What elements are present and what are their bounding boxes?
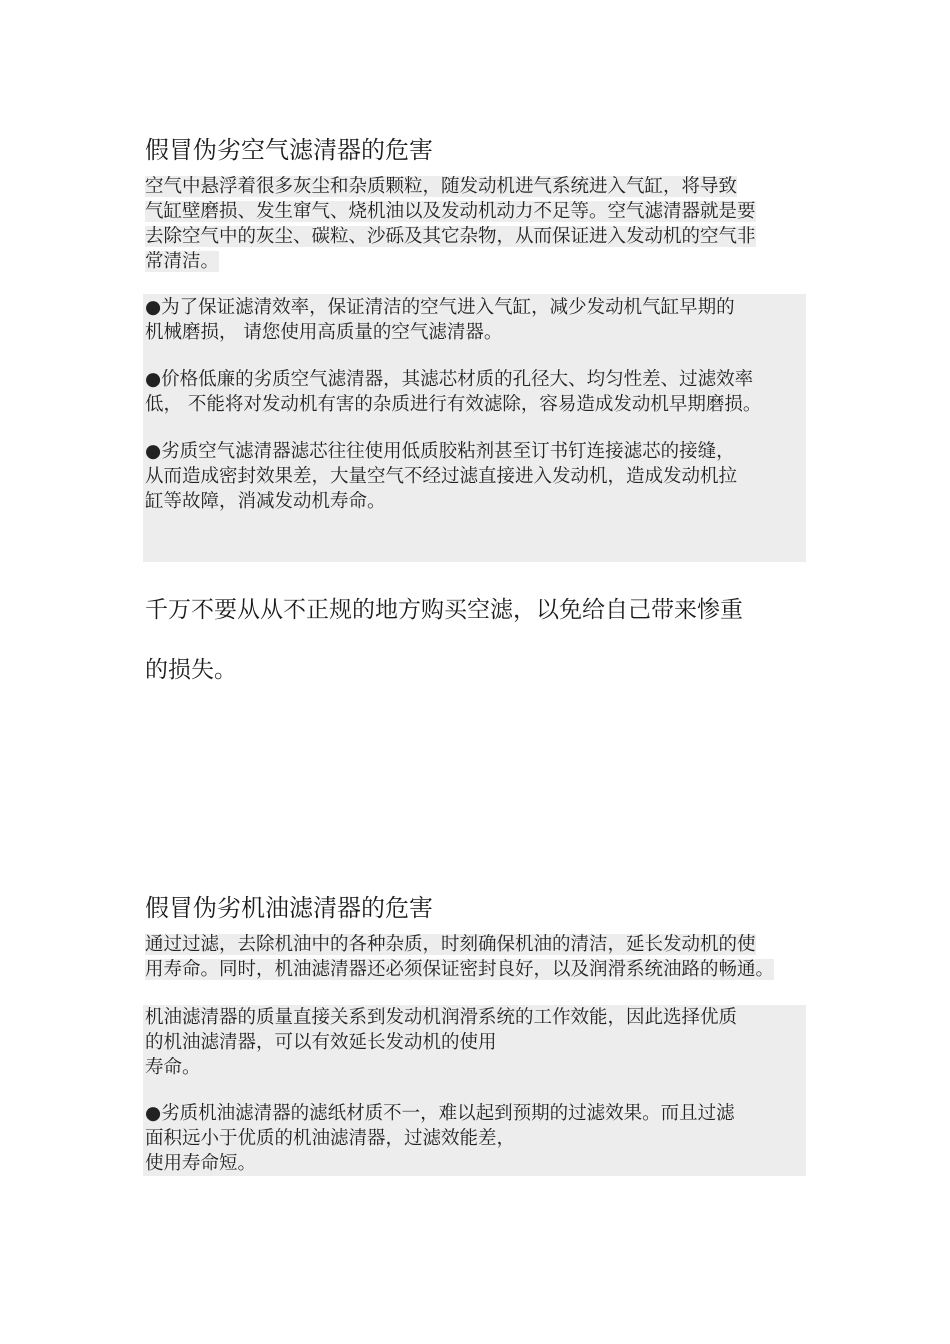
oil-filter-points-block [143,1005,806,1176]
air-filter-intro: 空气中悬浮着很多灰尘和杂质颗粒，随发动机进气系统进入气缸，将导致 气缸壁磨损、发生窜气、烧机油以及发动机动力不足等。空气滤清器就是要 去除空气中的灰尘、碳粒、沙砾及其它杂物，从而保证进入发动机的空气非 常清洁。 [145,176,756,272]
warning-line-2: 的损失。 [145,657,237,683]
oil-filter-intro: 通过过滤，去除机油中的各种杂质，时刻确保机油的清洁，延长发动机的使 用寿命。同时，机油滤清器还必须保证密封良好，以及润滑系统油路的畅通。 [145,934,775,980]
oil-filter-point-2: ●劣质机油滤清器的滤纸材质不一，难以起到预期的过滤效果。而且过滤 面积远小于优质的机油滤清器，过滤效能差， 使用寿命短。 [145,1103,735,1174]
air-filter-point-1: ●为了保证滤清效率，保证清洁的空气进入气缸，减少发动机气缸早期的 机械磨损， 请您使用高质量的空气滤清器。 [145,297,735,343]
air-filter-point-2: ●价格低廉的劣质空气滤清器，其滤芯材质的孔径大、均匀性差、过滤效率 低， 不能将对发动机有害的杂质进行有效滤除，容易造成发动机早期磨损。 [145,369,762,415]
oil-filter-title: 假冒伪劣机油滤清器的危害 [145,894,433,922]
warning-line-1: 千万不要从从不正规的地方购买空滤，以免给自己带来惨重 [145,597,743,623]
air-filter-intro-block [143,174,806,274]
oil-filter-intro-block [143,932,833,982]
warning-callout [145,580,825,700]
air-filter-point-3: ●劣质空气滤清器滤芯往往使用低质胶粘剂甚至订书钉连接滤芯的接缝， 从而造成密封效果差，大量空气不经过滤直接进入发动机，造成发动机拉 缸等故障，消减发动机寿命。 [145,441,738,512]
air-filter-points-block [143,294,806,562]
oil-filter-point-1: 机油滤清器的质量直接关系到发动机润滑系统的工作效能，因此选择优质 的机油滤清器，可以有效延长发动机的使用 寿命。 [145,1007,738,1078]
air-filter-title: 假冒伪劣空气滤清器的危害 [145,136,433,164]
